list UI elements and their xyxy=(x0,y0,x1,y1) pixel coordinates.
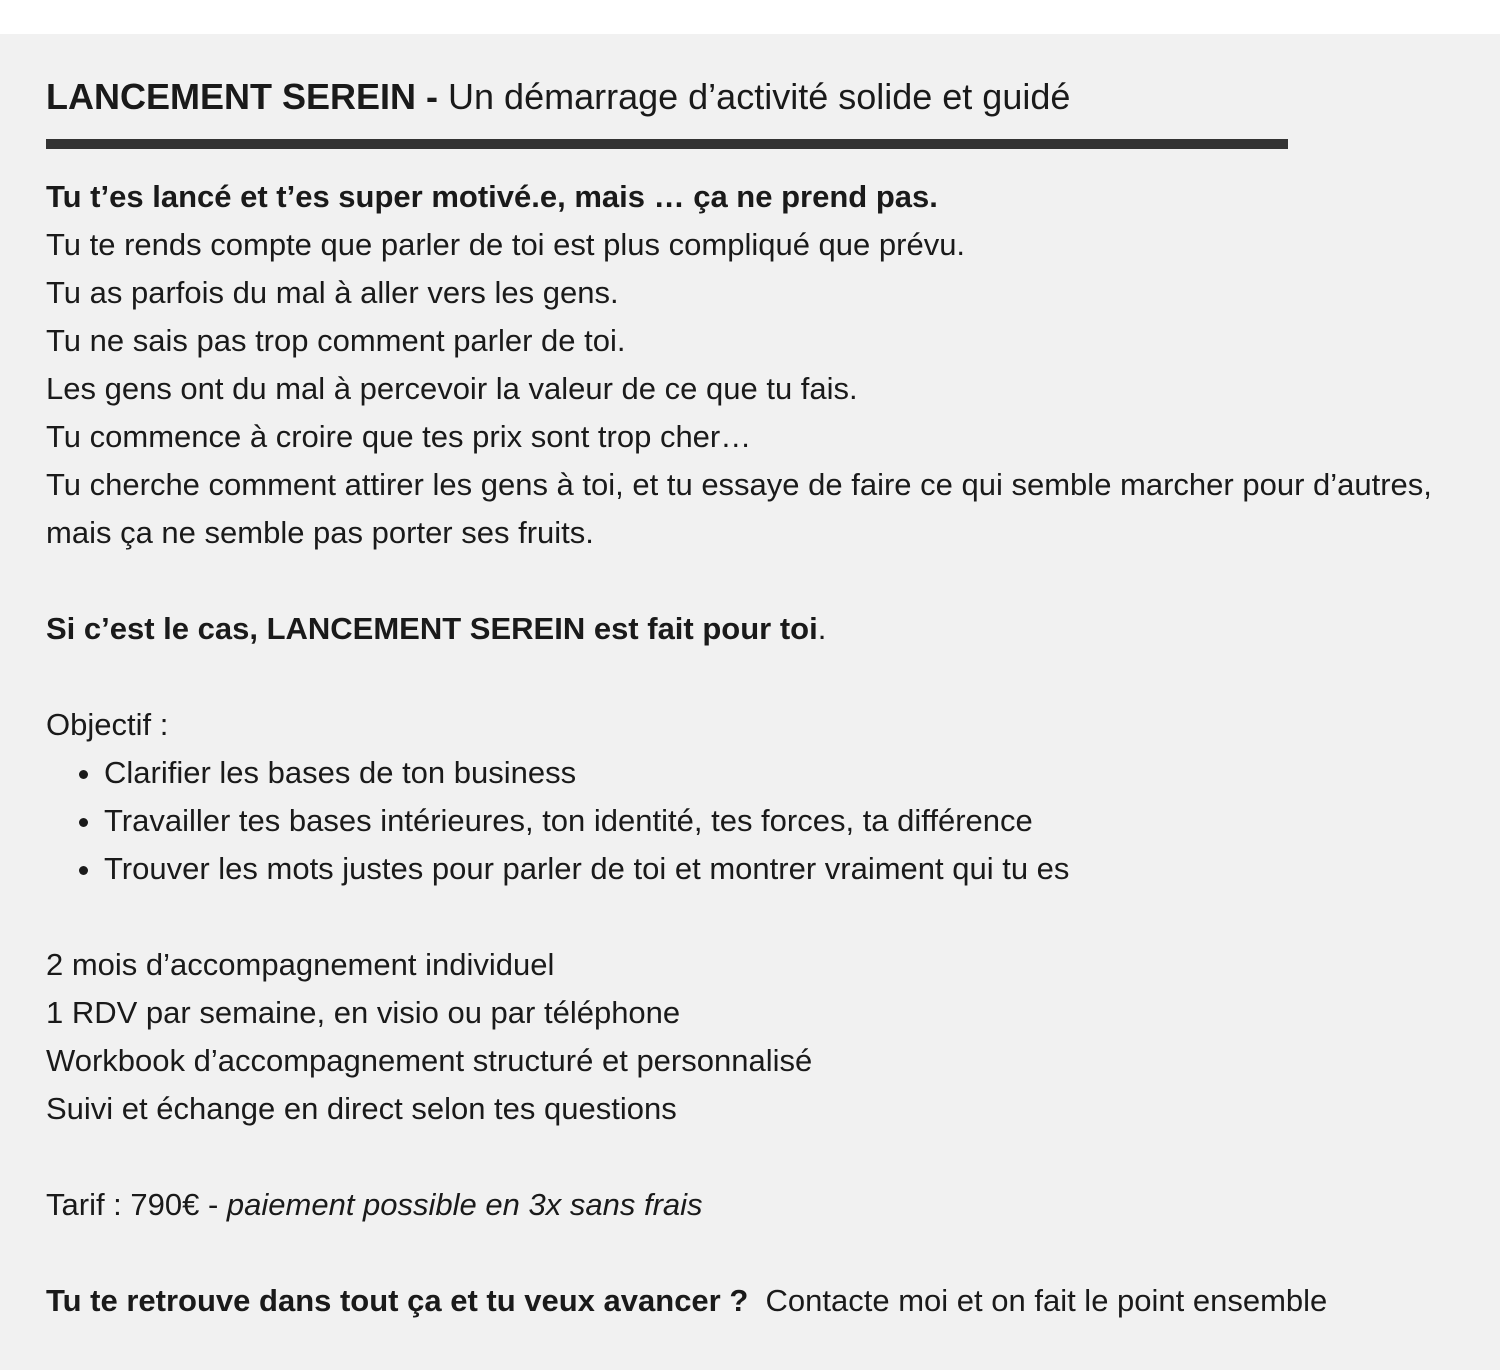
detail-line: Suivi et échange en direct selon tes questions xyxy=(46,1091,677,1126)
detail-line: Workbook d’accompagnement structuré et personnalisé xyxy=(46,1043,813,1078)
call-to-action xyxy=(46,1277,1466,1325)
objectives-label: Objectif : xyxy=(46,707,169,742)
offer-panel xyxy=(0,34,1500,1370)
pricing xyxy=(46,1181,1466,1229)
spacer xyxy=(46,1229,1466,1277)
intro-line: Tu cherche comment attirer les gens à toi, et tu essaye de faire ce qui semble marcher pour d’autres, mais ça ne semble pas porter ses fruits. xyxy=(46,467,1432,550)
intro-line: Tu te rends compte que parler de toi est plus compliqué que prévu. xyxy=(46,227,966,262)
offer-body xyxy=(46,173,1466,1325)
callout-bold: Si c’est le cas, LANCEMENT SEREIN est fait pour toi xyxy=(46,611,818,646)
spacer xyxy=(46,653,1466,701)
pricing-label: Tarif : 790€ - xyxy=(46,1187,227,1222)
intro-line: Tu ne sais pas trop comment parler de toi. xyxy=(46,323,626,358)
title-bold: LANCEMENT SEREIN - xyxy=(46,76,439,117)
intro-headline: Tu t’es lancé et t’es super motivé.e, mais … ça ne prend pas. xyxy=(46,179,938,214)
intro-line: Les gens ont du mal à percevoir la valeur de ce que tu fais. xyxy=(46,371,858,406)
list-item: • Clarifier les bases de ton business xyxy=(104,749,1466,797)
spacer xyxy=(46,1133,1466,1181)
callout xyxy=(46,605,1466,653)
page-title xyxy=(46,74,1070,120)
cta-question: Tu te retrouve dans tout ça et tu veux avancer ? xyxy=(46,1283,749,1318)
objectives-list xyxy=(46,749,1466,893)
title-subtitle: Un démarrage d’activité solide et guidé xyxy=(448,76,1071,117)
spacer xyxy=(46,893,1466,941)
detail-line: 2 mois d’accompagnement individuel xyxy=(46,947,555,982)
detail-line: 1 RDV par semaine, en visio ou par téléphone xyxy=(46,995,681,1030)
callout-suffix: . xyxy=(817,611,827,646)
list-item: • Travailler tes bases intérieures, ton identité, tes forces, ta différence xyxy=(104,797,1466,845)
cta-contact: Contacte moi et on fait le point ensemble xyxy=(748,1283,1328,1318)
title-divider xyxy=(46,139,1288,149)
intro-line: Tu as parfois du mal à aller vers les gens. xyxy=(46,275,619,310)
list-item: • Trouver les mots justes pour parler de toi et montrer vraiment qui tu es xyxy=(104,845,1466,893)
pricing-note: paiement possible en 3x sans frais xyxy=(226,1187,703,1222)
spacer xyxy=(46,557,1466,605)
intro-line: Tu commence à croire que tes prix sont trop cher… xyxy=(46,419,752,454)
